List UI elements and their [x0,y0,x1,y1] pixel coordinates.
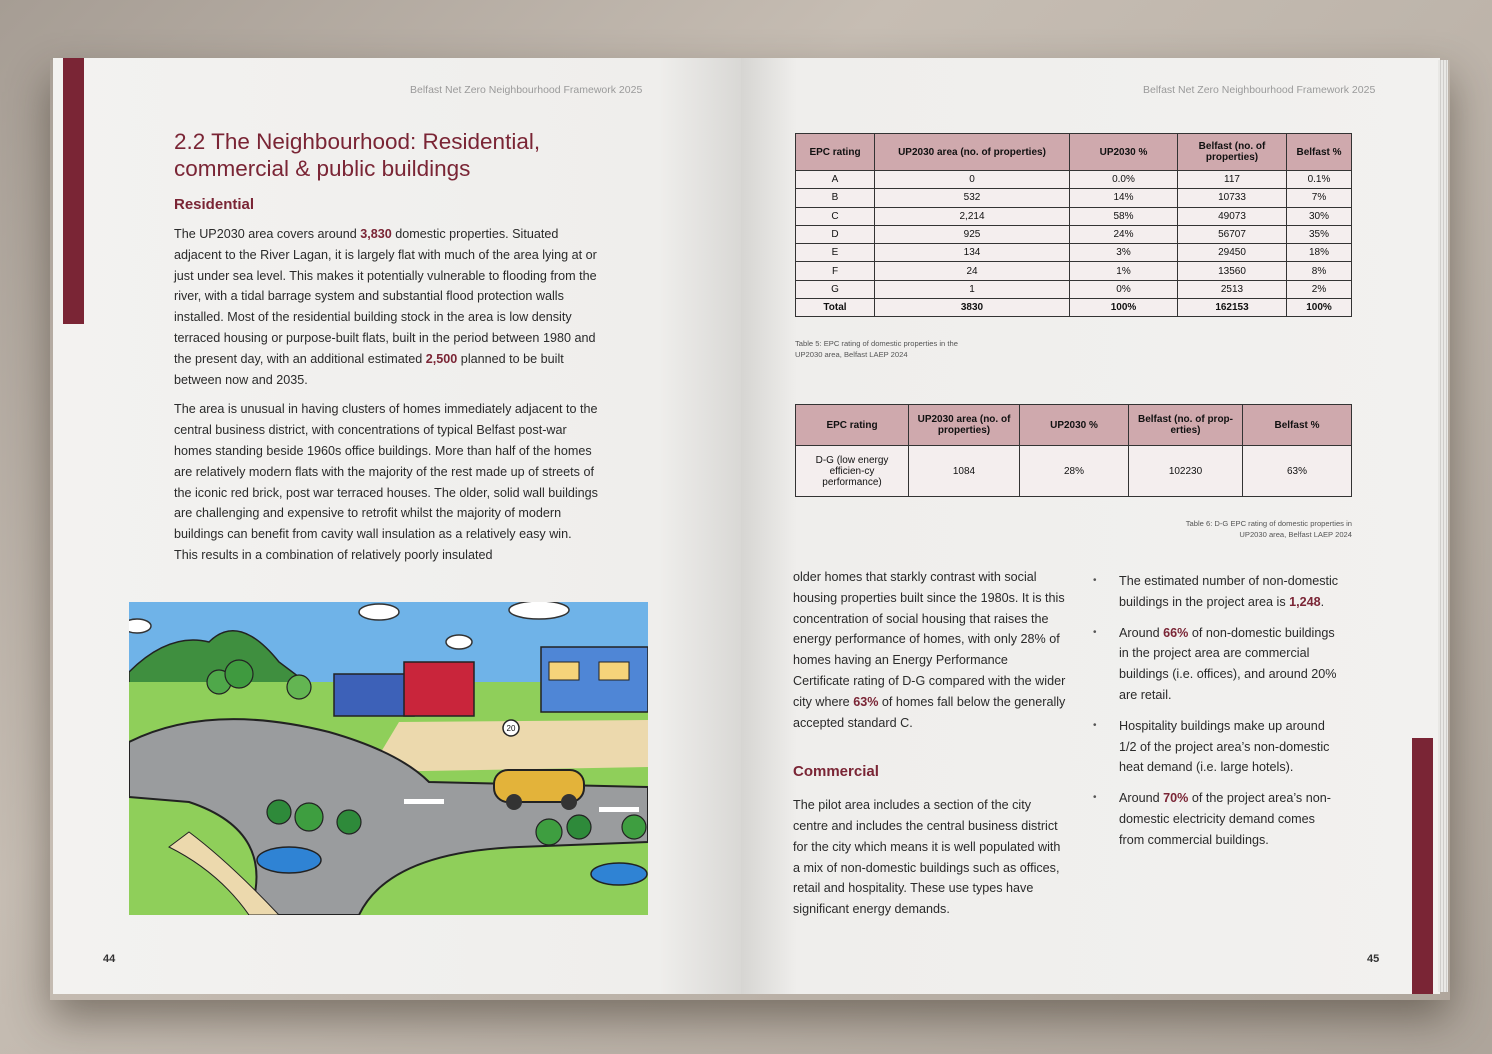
commercial-para: The pilot area includes a section of the city centre and includes the central business district for the city which means it is well populated with a mix of non-domestic buildings such as offices, retail and hospitality. These use types have significant energy demands. [793,798,1061,917]
neighbourhood-illustration [129,602,648,915]
table-header-cell: Belfast % [1243,405,1352,446]
left-body [174,224,598,575]
text-run: Hospitality buildings make up around 1/2 of the project area’s non-domestic heat demand (i.e. large hotels). [1119,718,1330,775]
table-cell: 102230 [1129,446,1243,497]
table-cell: 56707 [1178,225,1287,243]
left-accent-bar [63,58,84,324]
table-header-row [796,134,1352,171]
table-header-cell: UP2030 % [1020,405,1129,446]
table-cell: 100% [1070,299,1178,317]
residential-heading: Residential [174,196,255,213]
table-cell: 24 [875,262,1070,280]
text-run: domestic properties. Situated adjacent to the River Lagan, it is largely flat with much of the area lying at or just under sea level. This makes it potentially vulnerable to flooding from the river, with a tidal barrage system and substantial flood protection walls installed. Most of the residential building stock in the area is low density terraced housing or purpose-built flats, built in the period between 1980 and the present day, with an additional estimated [174,227,597,366]
text-run: older homes that starkly contrast with social housing properties built since the 1980s. It is this concentration of social housing that raises the energy performance of homes, with only 28% of homes having an Energy Performance Certificate rating of D-G compared with the wider city where [793,570,1066,709]
table-cell: 3830 [875,299,1070,317]
list-item [1093,716,1343,778]
table-cell: 29450 [1178,244,1287,262]
illustration-svg [129,602,648,915]
residential-para-2: The area is unusual in having clusters of homes immediately adjacent to the central business district, with concentrations of typical Belfast post-war homes standing beside 1960s office buildings. More than half of the homes are relatively modern flats with the majority of the rest made up of streets of the iconic red brick, post war terraced houses. The older, solid wall buildings are challenging and expensive to retrofit whilst the majority of modern buildings can benefit from cavity wall insulation as a relatively easy win. This results in a combination of relatively poorly insulated [174,402,598,562]
table-row [796,262,1352,280]
table-cell: 8% [1287,262,1352,280]
text-run: of homes fall below the generally accepted standard C. [793,694,1066,730]
table-cell: 13560 [1178,262,1287,280]
highlight-number: 3,830 [360,227,392,241]
table-cell: 14% [1070,189,1178,207]
highlight-number: 2,500 [425,351,458,366]
list-item [1093,571,1343,613]
table-cell: 134 [875,244,1070,262]
right-running-head: Belfast Net Zero Neighbourhood Framework 2025 [1143,84,1376,96]
highlight-number: 63% [853,694,879,709]
left-page [53,58,741,994]
table-total-row [796,299,1352,317]
commercial-heading: Commercial [793,763,879,781]
table-6-caption: Table 6: D-G EPC rating of domestic properties in UP2030 area, Belfast LAEP 2024 [1185,519,1352,539]
right-column-2 [1093,571,1343,861]
table-cell: E [796,244,875,262]
spacer [793,742,1068,762]
table-header-cell: EPC rating [796,405,909,446]
table-cell: 100% [1287,299,1352,317]
list-item [1093,788,1343,850]
table-header-cell: UP2030 % [1070,134,1178,171]
table-cell: 1% [1070,262,1178,280]
table-cell: 117 [1178,171,1287,189]
table-header-cell: EPC rating [796,134,875,171]
table-cell: F [796,262,875,280]
table-header-cell: Belfast (no. of properties) [1178,134,1287,171]
table-cell: 2513 [1178,280,1287,298]
table-cell: C [796,207,875,225]
table-cell: 1084 [909,446,1020,497]
highlight-number: 70% [1163,791,1189,806]
table-cell: 10733 [1178,189,1287,207]
table-cell: D-G (low energy efficien-cy performance) [796,446,909,497]
table-cell: G [796,280,875,298]
table-cell: 58% [1070,207,1178,225]
table-cell: A [796,171,875,189]
highlight-number: 66% [1163,625,1189,640]
table-cell: 925 [875,225,1070,243]
table-cell: 30% [1287,207,1352,225]
table-cell: 162153 [1178,299,1287,317]
section-title: 2.2 The Neighbourhood: Residential, commercial & public buildings [174,129,541,181]
table-cell: 0 [875,171,1070,189]
table-cell: 532 [875,189,1070,207]
table-cell: 63% [1243,446,1352,497]
table-cell: 1 [875,280,1070,298]
table-header-cell: Belfast % [1287,134,1352,171]
highlight-number: 1,248 [1289,594,1321,609]
table-header-cell: UP2030 area (no. of properties) [875,134,1070,171]
text-run: of the project area’s non-domestic electricity demand comes from commercial buildings. [1119,791,1331,847]
right-page [741,58,1440,994]
left-running-head: Belfast Net Zero Neighbourhood Framework 2025 [410,84,643,96]
right-column-1 [793,567,1068,929]
table-cell: D [796,225,875,243]
residential-para-1 [174,224,598,390]
table-cell: 0.0% [1070,171,1178,189]
residential-heading-wrap [174,196,254,213]
table-5-caption: Table 5: EPC rating of domestic properties in the UP2030 area, Belfast LAEP 2024 [795,339,958,359]
table-cell: B [796,189,875,207]
table-cell: Total [796,299,875,317]
table-row [796,207,1352,225]
list-item [1093,623,1343,706]
right-accent-bar [1412,738,1433,994]
right-page-number: 45 [1367,953,1380,965]
table-cell: 0% [1070,280,1178,298]
page-edge [1438,60,1448,992]
table-row [796,280,1352,298]
table-cell: 18% [1287,244,1352,262]
table-cell: 49073 [1178,207,1287,225]
table-cell: 7% [1287,189,1352,207]
table-row [796,446,1352,497]
table-cell: 3% [1070,244,1178,262]
table-cell: 35% [1287,225,1352,243]
table-cell: 2,214 [875,207,1070,225]
text-run: The estimated number of non-domestic buildings in the project area is [1119,574,1339,609]
text-run: of non-domestic buildings in the project area are commercial buildings (i.e. offices), and around 20% are retail. [1119,625,1337,702]
table-row [796,171,1352,189]
stats-list [1093,571,1343,851]
epc-rating-table [795,133,1352,317]
left-page-number: 44 [103,953,116,965]
table-header-cell: Belfast (no. of prop-erties) [1129,405,1243,446]
text-run: . [1320,594,1325,609]
table-cell: 2% [1287,280,1352,298]
epc-dg-table [795,404,1352,497]
table-cell: 24% [1070,225,1178,243]
text-run: The UP2030 area covers around [174,227,361,241]
table-row [796,225,1352,243]
speed-limit-sign: 20 [506,724,516,733]
table-header-cell: UP2030 area (no. of properties) [909,405,1020,446]
text-run: planned to be built between now and 2035. [174,351,564,387]
text-run: Around [1119,791,1164,806]
table-row [796,189,1352,207]
housing-para [793,567,1068,733]
table-cell: 28% [1020,446,1129,497]
table-cell: 0.1% [1287,171,1352,189]
table-row [796,244,1352,262]
text-run: Around [1119,625,1164,640]
table-header-row [796,405,1352,446]
